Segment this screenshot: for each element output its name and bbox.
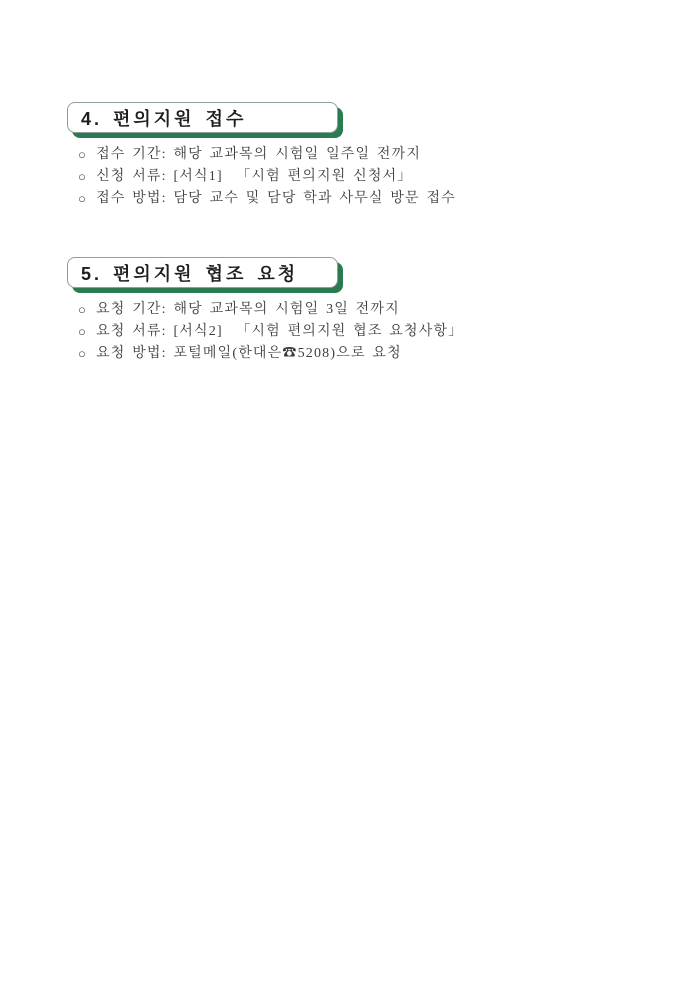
circle-bullet-icon: ○ (78, 324, 88, 339)
circle-bullet-icon: ○ (78, 346, 88, 361)
list-item (78, 299, 463, 321)
section-4-convenience-support-reception (67, 102, 456, 210)
section-5-title-box (67, 257, 338, 288)
circle-bullet-icon: ○ (78, 302, 88, 317)
section-5-title: 5. 편의지원 협조 요청 (81, 263, 299, 284)
list-item (78, 144, 456, 166)
list-item-text: 요청 방법: 포털메일(한대은☎5208)으로 요청 (96, 346, 402, 361)
section-5-convenience-support-cooperation-request (67, 257, 463, 365)
list-item-text: 요청 기간: 해당 교과목의 시험일 3일 전까지 (96, 302, 400, 317)
circle-bullet-icon: ○ (78, 147, 88, 162)
circle-bullet-icon: ○ (78, 169, 88, 184)
section-5-bullet-list (67, 299, 463, 365)
section-4-bullet-list (67, 144, 456, 210)
list-item-text: 접수 방법: 담당 교수 및 담당 학과 사무실 방문 접수 (96, 191, 456, 206)
list-item-text: 요청 서류: [서식2] 「시험 편의지원 협조 요청사항」 (96, 324, 464, 339)
section-4-title: 4. 편의지원 접수 (81, 108, 247, 129)
list-item (78, 166, 456, 188)
list-item (78, 188, 456, 210)
list-item-text: 신청 서류: [서식1] 「시험 편의지원 신청서」 (96, 169, 413, 184)
list-item-text: 접수 기간: 해당 교과목의 시험일 일주일 전까지 (96, 147, 422, 162)
circle-bullet-icon: ○ (78, 191, 88, 206)
list-item (78, 321, 463, 343)
list-item (78, 343, 463, 365)
section-4-title-box (67, 102, 338, 133)
